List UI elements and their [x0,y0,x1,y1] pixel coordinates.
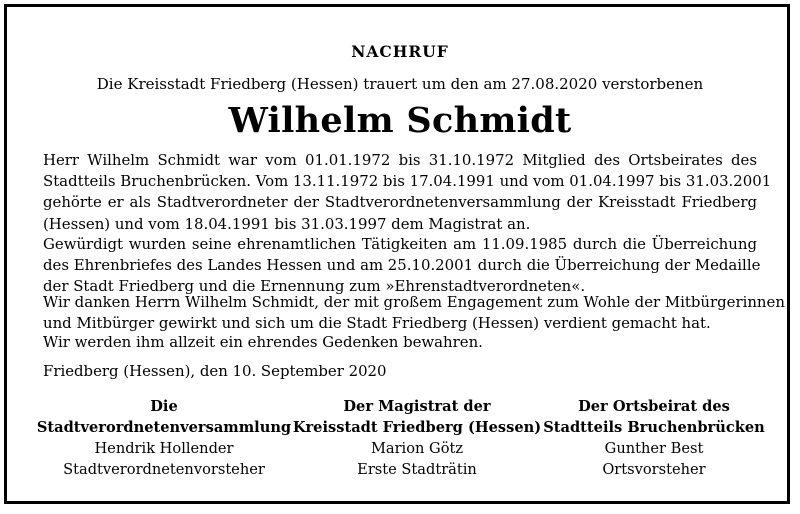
text-line: des Ehrenbriefes des Landes Hessen und am 25.10.2001 durch die Überreichung der Medaille [43,256,761,275]
text-line: Stadtteils Bruchenbrücken. Vom 13.11.1972 bis 17.04.1991 und vom 01.04.1997 bis 31.03.2001 [43,172,772,191]
signatory-title: Stadtverordnetenvorsteher [63,461,265,478]
paragraph-membership [43,150,772,235]
text-line: der Stadt Friedberg und die Ernennung zum »Ehrenstadtverordneten«. [43,277,586,296]
text-line: Wir werden ihm allzeit ein ehrendes Gedenken bewahren. [43,333,483,351]
paragraph-honors [43,234,761,298]
signatory-title: Erste Stadträtin [357,461,477,478]
signatory-person: Marion Götz [370,440,464,457]
signatory-person: Gunther Best [604,440,704,457]
text-line: und Mitbürger gewirkt und sich um die Stadt Friedberg (Hessen) verdient gemacht hat. [43,314,711,333]
signatory-person: Hendrik Hollender [94,440,234,457]
text-line: (Hessen) und vom 18.04.1991 bis 31.03.1997 dem Magistrat an. [43,214,531,233]
signatory-city-council [29,396,299,480]
signatory-body-line2: Kreisstadt Friedberg (Hessen) [292,419,542,436]
paragraph-remembrance [43,332,757,353]
signatory-title: Ortsvorsteher [602,461,706,478]
notice-intro: Die Kreisstadt Friedberg (Hessen) trauert um den am 27.08.2020 verstorbenen [96,75,704,93]
signatory-body-line1: Der Magistrat der [343,398,491,415]
text-line: Gewürdigt wurden seine ehrenamtlichen Tätigkeiten am 11.09.1985 durch die Überreichung [43,235,757,253]
signatory-body-line1: Die [150,398,178,415]
text-line: Wir danken Herrn Wilhelm Schmidt, der mit großem Engagement zum Wohle der Mitbürgerinnen [43,293,785,311]
signatory-body-line2: Stadtteils Bruchenbrücken [543,419,765,436]
signatory-body-line1: Der Ortsbeirat des [578,398,730,415]
notice-heading: NACHRUF [351,42,449,61]
deceased-name: Wilhelm Schmidt [228,100,572,141]
text-line: gehörte er als Stadtverordneter der Stadtverordnetenversammlung der Kreisstadt Friedberg [43,193,757,212]
signatory-magistrate [282,396,552,480]
signatory-body-line2: Stadtverordnetenversammlung [36,419,292,436]
signatory-district-council [519,396,789,480]
paragraph-thanks [43,292,785,334]
place-and-date: Friedberg (Hessen), den 10. September 2020 [43,362,387,380]
text-line: Herr Wilhelm Schmidt war vom 01.01.1972 bis 31.10.1972 Mitglied des Ortsbeirates des [43,151,757,169]
